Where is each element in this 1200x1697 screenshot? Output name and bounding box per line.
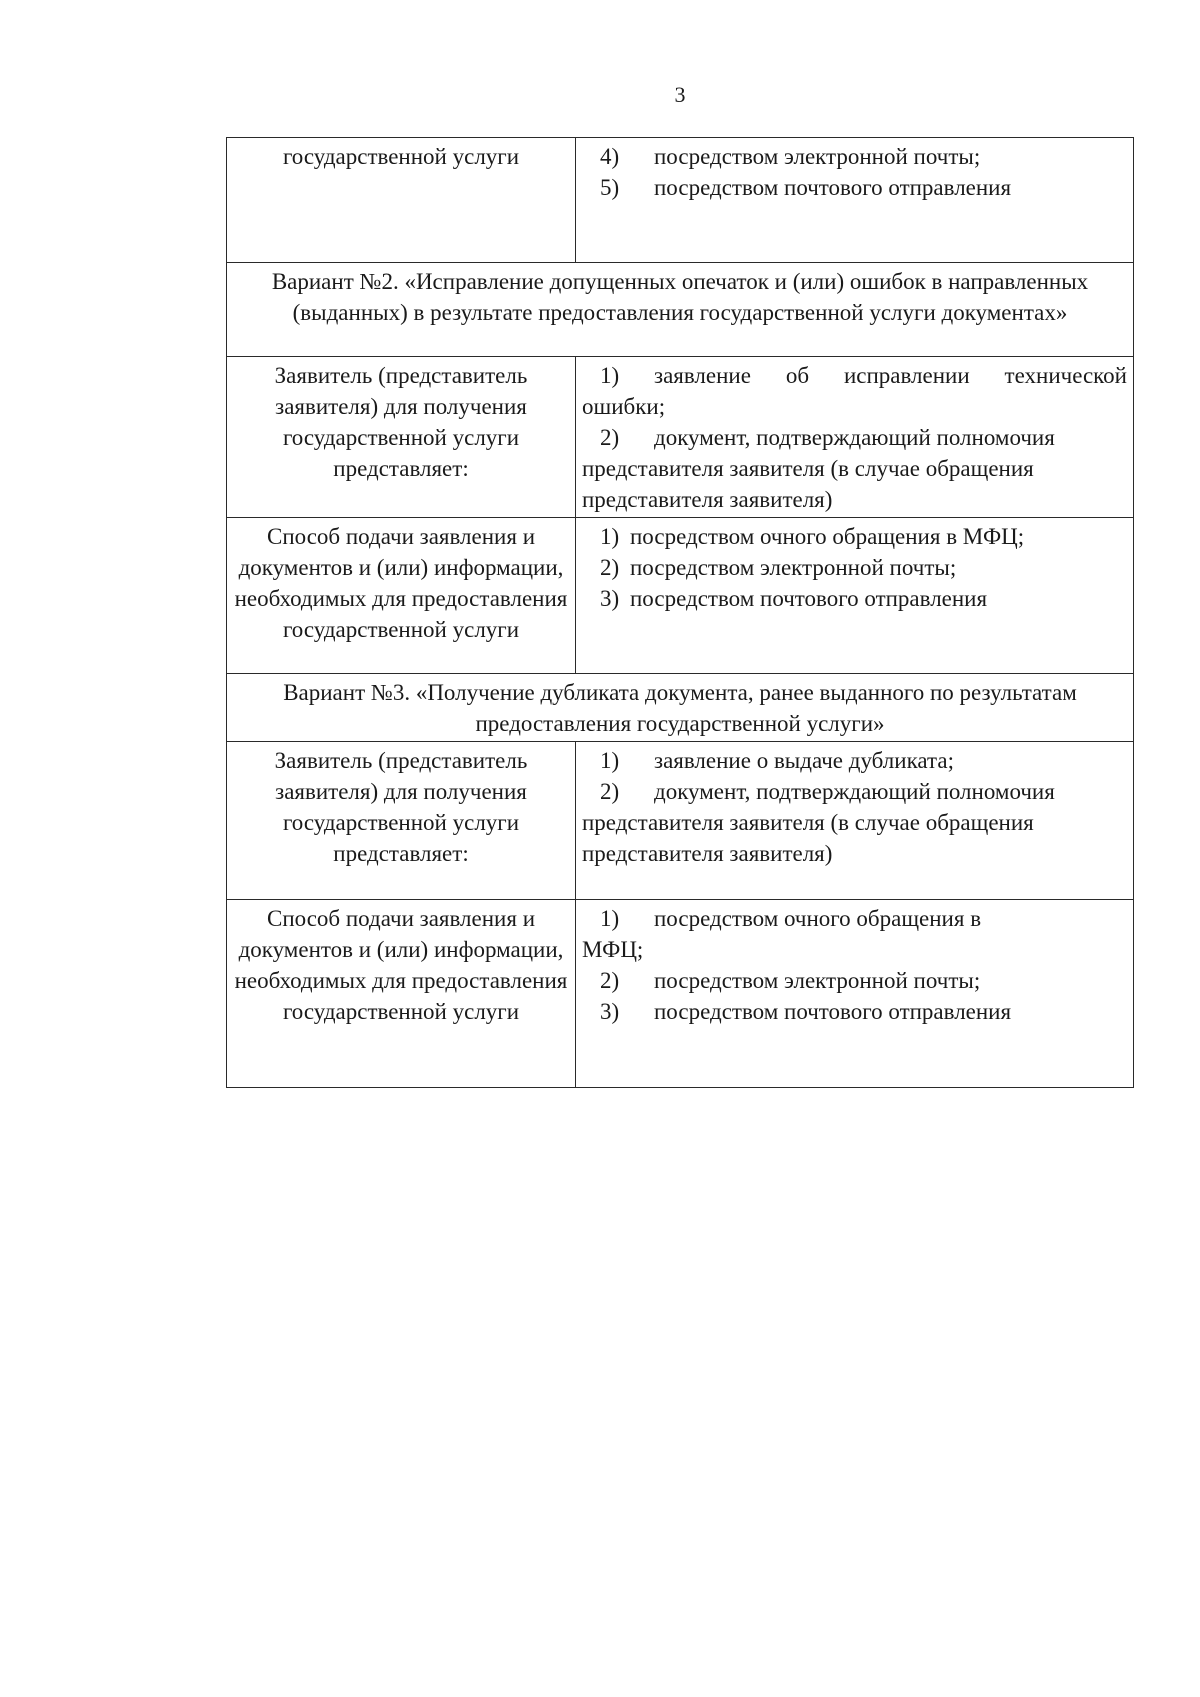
item-text: посредством очного обращения в xyxy=(654,906,982,931)
table-cell-label: Заявитель (представитель заявителя) для получения государственной услуги представляет: xyxy=(227,357,576,518)
table-row xyxy=(227,900,1134,1088)
table-row xyxy=(227,674,1134,742)
item-text: посредством почтового отправления xyxy=(654,999,1012,1024)
item-text: посредством электронной почты; xyxy=(630,555,957,580)
table-cell-content xyxy=(576,900,1134,1088)
item-text: посредством почтового отправления xyxy=(630,586,988,611)
list-item xyxy=(582,521,1127,552)
variant-heading: Вариант №2. «Исправление допущенных опечаток и (или) ошибок в направленных (выданных) в результате предоставления государственной услуги документах» xyxy=(227,263,1134,357)
item-number: 1) xyxy=(600,906,620,931)
item-number: 2) xyxy=(600,779,620,804)
list-item xyxy=(582,360,1127,391)
item-text: документ, подтверждающий полномочия xyxy=(654,425,1055,450)
page-number: 3 xyxy=(674,82,686,107)
list-item xyxy=(582,996,1127,1027)
item-text: посредством электронной почты; xyxy=(654,968,981,993)
services-table xyxy=(226,137,1134,1088)
list-item xyxy=(582,903,1127,934)
item-text: посредством электронной почты; xyxy=(654,144,981,169)
table-cell-label: Заявитель (представитель заявителя) для получения государственной услуги представляет: xyxy=(227,742,576,900)
item-number: 3) xyxy=(600,999,620,1024)
list-item xyxy=(582,583,1127,614)
variant-heading: Вариант №3. «Получение дубликата документа, ранее выданного по результатам предоставления государственной услуги» xyxy=(227,674,1134,742)
table-cell-content xyxy=(576,138,1134,263)
item-number: 1) xyxy=(600,524,620,549)
table-cell-label: государственной услуги xyxy=(227,138,576,263)
list-item xyxy=(582,745,1127,776)
table-cell-content xyxy=(576,742,1134,900)
item-text-continuation: представителя заявителя (в случае обращения представителя заявителя) xyxy=(582,810,1034,866)
item-number: 4) xyxy=(600,144,620,169)
table-row xyxy=(227,357,1134,518)
list-item xyxy=(582,422,1127,453)
item-number: 2) xyxy=(600,555,620,580)
table-row xyxy=(227,138,1134,263)
list-item xyxy=(582,552,1127,583)
table-cell-label: Способ подачи заявления и документов и (или) информации, необходимых для предоставления государственной услуги xyxy=(227,900,576,1088)
item-number: 1) xyxy=(600,748,620,773)
list-item xyxy=(582,172,1127,203)
table-cell-content xyxy=(576,518,1134,674)
item-number: 3) xyxy=(600,586,620,611)
item-number: 1) xyxy=(600,363,620,388)
item-text: документ, подтверждающий полномочия xyxy=(654,779,1055,804)
item-text-continuation: МФЦ; xyxy=(582,937,644,962)
table-row xyxy=(227,742,1134,900)
item-text: посредством почтового отправления xyxy=(654,175,1012,200)
item-text-continuation: представителя заявителя (в случае обращения представителя заявителя) xyxy=(582,456,1034,512)
table-row xyxy=(227,518,1134,674)
item-text: заявление о выдаче дубликата; xyxy=(654,748,954,773)
list-item xyxy=(582,776,1127,807)
item-text-continuation: ошибки; xyxy=(582,394,666,419)
table-cell-content xyxy=(576,357,1134,518)
list-item xyxy=(582,965,1127,996)
table-row xyxy=(227,263,1134,357)
item-number: 2) xyxy=(600,968,620,993)
item-text: посредством очного обращения в МФЦ; xyxy=(630,524,1025,549)
item-number: 5) xyxy=(600,175,620,200)
table-cell-label: Способ подачи заявления и документов и (или) информации, необходимых для предоставления государственной услуги xyxy=(227,518,576,674)
item-text: заявление об исправлении технической xyxy=(654,363,1127,388)
list-item xyxy=(582,141,1127,172)
item-number: 2) xyxy=(600,425,620,450)
